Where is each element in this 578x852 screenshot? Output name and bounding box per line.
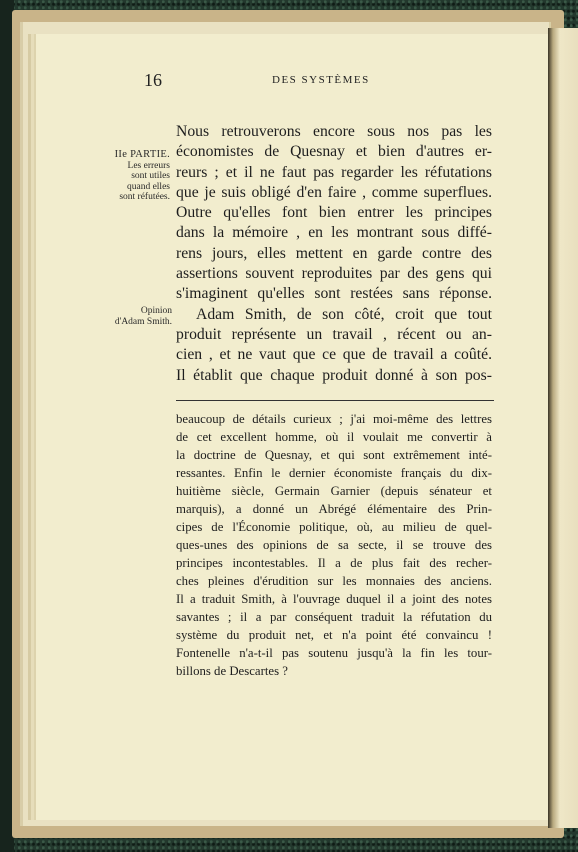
text-line: Nous retrouverons encore sous nos pas les: [176, 123, 492, 140]
margin-note-line: d'Adam Smith.: [114, 316, 172, 327]
text-line: assertions souvent reproduites par des gens qui: [176, 265, 492, 283]
footnote-line: billons de Descartes ?: [176, 664, 288, 678]
margin-part-label: IIe PARTIE.: [114, 149, 170, 160]
margin-note-line: Opinion: [140, 306, 172, 316]
running-title: DES SYSTÈMES: [272, 74, 370, 86]
footnote-line: marquis), a donné un Abrégé élémentaire des Prin-: [176, 502, 492, 516]
footnote-line: ques-unes des opinions de sa secte, il se trouve des: [176, 538, 492, 552]
text-line: s'imaginent qu'elles sont restées sans réponse.: [176, 285, 492, 303]
footnote-line: de cet excellent homme, où il voulait me convertir à: [176, 430, 492, 444]
footnote-line: Il a traduit Smith, à l'ouvrage duquel il a joint des notes: [176, 592, 492, 606]
margin-note-line: sont utiles: [131, 171, 170, 181]
margin-note-line: quand elles: [126, 181, 170, 192]
text-line: économistes de Quesnay et bien d'autres er-: [176, 143, 492, 161]
footnote-line: la doctrine de Quesnay, et qui sont extrêmement inté-: [176, 448, 492, 462]
footnote-line: huitième siècle, Germain Garnier (depuis sénateur et: [176, 484, 492, 498]
text-line: Il établit que chaque produit donné à son pos-: [176, 366, 492, 384]
text-line: Outre qu'elles font bien entrer les principes: [176, 204, 492, 222]
footnote-line: ches pleines d'érudition sur les monnaies des anciens.: [176, 574, 492, 588]
text-line: que je suis obligé d'en faire , comme superflues.: [176, 183, 492, 201]
text-line: cien , et ne vaut que ce que de travail a coûté.: [176, 346, 492, 364]
text-line: Adam Smith, de son côté, croit que tout: [196, 305, 492, 323]
page-header: [0, 70, 578, 90]
footnote-line: cipes de l'Économie politique, où, au milieu de quel-: [176, 520, 492, 534]
margin-note-line: sont réfutées.: [119, 192, 170, 202]
text-line: reurs ; et il ne faut pas regarder les réfutations: [176, 163, 492, 181]
margin-note-line: Les erreurs: [127, 160, 170, 171]
footnote-text: [176, 410, 492, 680]
footnote-rule: [176, 400, 494, 401]
page-number: 16: [144, 70, 162, 90]
text-line: produit représente un travail , récent ou an-: [176, 325, 492, 343]
margin-note-smith: [60, 306, 172, 327]
footnote-line: ressantes. Enfin le dernier économiste français du dix-: [176, 466, 492, 480]
text-line: rens jours, elles mettent en garde contre des: [176, 244, 492, 262]
footnote-line: beaucoup de détails curieux ; j'ai moi-même des lettres: [176, 412, 492, 426]
footnote-line: système du produit net, et n'a point été convaincu !: [176, 628, 492, 642]
footnote-line: Fontenelle n'a-t-il pas soutenu jusqu'à la fin les tour-: [176, 646, 492, 660]
facing-page-edge: [548, 28, 578, 828]
footnote-line: principes incontestables. Il a de plus fait des recher-: [176, 556, 492, 570]
footnote-line: savantes ; il a par conséquent traduit la réfutation du: [176, 610, 492, 624]
main-text: [176, 122, 492, 386]
margin-note-errors: [60, 150, 170, 203]
text-line: dans la mémoire , en les montrant sous diffé-: [176, 224, 492, 242]
